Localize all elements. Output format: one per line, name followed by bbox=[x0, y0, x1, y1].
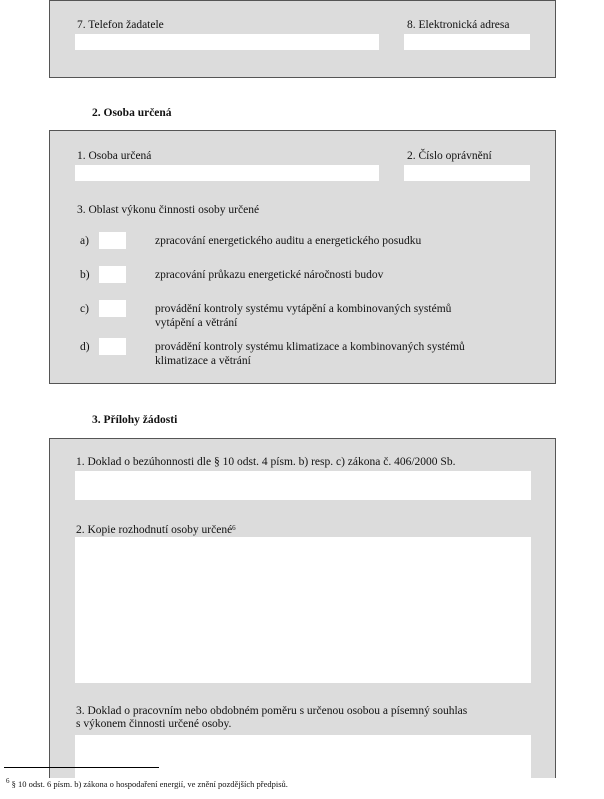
attachments-panel bbox=[49, 438, 556, 778]
phone-field[interactable] bbox=[75, 34, 379, 50]
option-letter: c) bbox=[80, 303, 89, 315]
attachment-1-field[interactable] bbox=[75, 471, 531, 500]
attachment-3-field[interactable] bbox=[75, 735, 531, 779]
option-letter: a) bbox=[80, 235, 89, 247]
footnote bbox=[6, 779, 288, 789]
option-text: vytápění a větrání bbox=[155, 317, 238, 329]
activity-area-label: 3. Oblast výkonu činnosti osoby určené bbox=[77, 204, 260, 216]
designated-person-panel bbox=[49, 130, 556, 384]
option-checkbox[interactable] bbox=[99, 300, 126, 317]
option-text: provádění kontroly systému klimatizace a kombinovaných systémů bbox=[155, 341, 465, 353]
designated-person-field[interactable] bbox=[75, 165, 379, 181]
option-checkbox[interactable] bbox=[99, 232, 126, 249]
attachment-3-label-line1: 3. Doklad o pracovním nebo obdobném poměru s určenou osobou a písemný souhlas bbox=[76, 705, 468, 717]
option-checkbox[interactable] bbox=[99, 266, 126, 283]
option-text: provádění kontroly systému vytápění a kombinovaných systémů bbox=[155, 303, 452, 315]
option-letter: d) bbox=[80, 341, 90, 353]
option-letter: b) bbox=[80, 269, 90, 281]
attachment-2-label bbox=[76, 523, 236, 537]
footnote-ref: 6 bbox=[232, 524, 236, 532]
section-3-heading: 3. Přílohy žádosti bbox=[92, 414, 178, 426]
designated-person-label: 1. Osoba určená bbox=[77, 150, 152, 162]
authorization-number-label: 2. Číslo oprávnění bbox=[407, 150, 492, 162]
option-text: klimatizace a větrání bbox=[155, 355, 251, 367]
email-label: 8. Elektronická adresa bbox=[407, 19, 510, 31]
phone-label: 7. Telefon žadatele bbox=[77, 19, 164, 31]
attachment-3-label-line2: s výkonem činnosti určené osoby. bbox=[76, 718, 232, 730]
attachment-2-text: 2. Kopie rozhodnutí osoby určené bbox=[76, 524, 233, 536]
email-field[interactable] bbox=[404, 34, 530, 50]
attachment-1-label: 1. Doklad o bezúhonnosti dle § 10 odst. 4 písm. b) resp. c) zákona č. 406/2000 Sb. bbox=[76, 456, 456, 468]
option-text: zpracování energetického auditu a energetického posudku bbox=[155, 235, 422, 247]
option-text: zpracování průkazu energetické náročnosti budov bbox=[155, 269, 384, 281]
footnote-mark: 6 bbox=[6, 777, 10, 785]
footnote-separator bbox=[4, 767, 159, 768]
applicant-contact-panel bbox=[49, 0, 556, 78]
authorization-number-field[interactable] bbox=[404, 165, 530, 181]
section-2-heading: 2. Osoba určená bbox=[92, 107, 172, 119]
attachment-2-field[interactable] bbox=[75, 537, 531, 683]
option-checkbox[interactable] bbox=[99, 338, 126, 355]
footnote-text: § 10 odst. 6 písm. b) zákona o hospodaření energií, ve znění pozdějších předpisů. bbox=[9, 779, 288, 789]
